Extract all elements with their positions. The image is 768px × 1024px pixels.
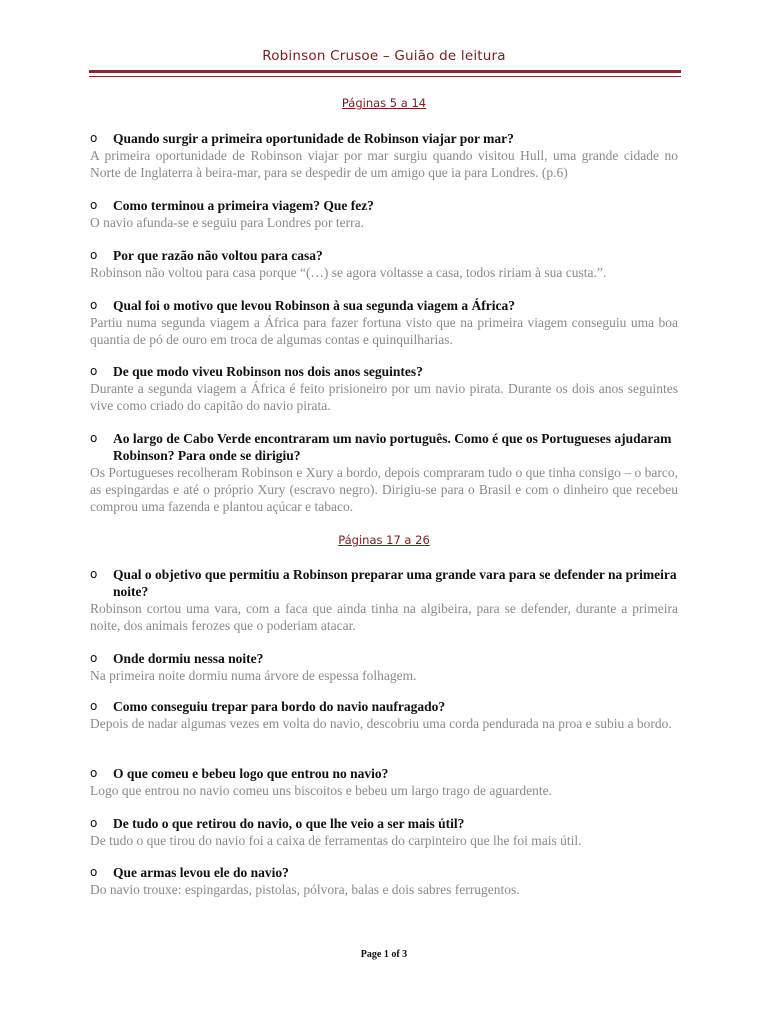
bullet-marker: o (90, 364, 98, 378)
question: o Como terminou a primeira viagem? Que fez? (90, 198, 374, 213)
bullet-marker: o (90, 816, 98, 830)
bullet-marker: o (90, 431, 98, 445)
answer: De tudo o que tirou do navio foi a caixa de ferramentas do carpinteiro que lhe foi mais útil. (90, 833, 582, 848)
bullet-marker: o (90, 131, 98, 145)
question: o Como conseguiu trepar para bordo do navio naufragado? (90, 699, 446, 714)
answer: Robinson cortou uma vara, com a faca que ainda tinha na algibeira, para se defender, durante a primeira noite, dos animais ferozes que o poderiam atacar. (90, 601, 678, 633)
section-title: Páginas 5 a 14 (341, 96, 427, 110)
bullet-marker: o (90, 699, 98, 713)
qa-item (90, 247, 678, 281)
document-header-title: Robinson Crusoe – Guião de leitura (262, 48, 506, 64)
qa-item (90, 650, 678, 684)
qa-item (90, 363, 678, 414)
qa-item (90, 765, 678, 799)
bullet-marker: o (90, 567, 98, 581)
bullet-marker: o (90, 766, 98, 780)
question: o Quando surgir a primeira oportunidade de Robinson viajar por mar? (90, 131, 514, 146)
question: o De que modo viveu Robinson nos dois anos seguintes? (90, 364, 423, 379)
qa-item (90, 864, 678, 898)
answer: Logo que entrou no navio comeu uns biscoitos e bebeu um largo trago de aguardente. (90, 783, 552, 798)
answer: Robinson não voltou para casa porque “(…) se agora voltasse a casa, todos ririam à sua custa.”. (90, 265, 607, 280)
qa-item (90, 197, 678, 231)
qa-item (90, 698, 678, 732)
answer: Depois de nadar algumas vezes em volta do navio, descobriu uma corda pendurada na proa e subiu a bordo. (90, 716, 672, 731)
header-rule-thin (89, 76, 681, 77)
bullet-marker: o (90, 198, 98, 212)
header-rule-thick (89, 70, 681, 73)
question: o De tudo o que retirou do navio, o que lhe veio a ser mais útil? (90, 816, 465, 831)
question: o Ao largo de Cabo Verde encontraram um navio português. Como é que os Portugueses ajudaram Robinson? Para onde se dirigiu? (90, 431, 672, 463)
page-number: Page 1 of 3 (360, 949, 408, 960)
section-title: Páginas 17 a 26 (338, 533, 430, 547)
bullet-marker: o (90, 298, 98, 312)
qa-item (90, 130, 678, 181)
question: o Por que razão não voltou para casa? (90, 248, 323, 263)
answer: A primeira oportunidade de Robinson viajar por mar surgiu quando visitou Hull, uma grande cidade no Norte de Inglaterra à beira-mar, para se despedir de um amigo que ia para Londres. (p.6) (90, 148, 678, 180)
answer: Durante a segunda viagem a África é feito prisioneiro por um navio pirata. Durante os dois anos seguintes vive como criado do capitão do navio pirata. (90, 381, 678, 413)
question: o Qual o objetivo que permitiu a Robinson preparar uma grande vara para se defender na primeira noite? (90, 567, 677, 599)
question: o Qual foi o motivo que levou Robinson à sua segunda viagem a África? (90, 298, 516, 313)
qa-item (90, 430, 678, 515)
question: o O que comeu e bebeu logo que entrou no navio? (90, 766, 389, 781)
bullet-marker: o (90, 865, 98, 879)
answer: Do navio trouxe: espingardas, pistolas, pólvora, balas e dois sabres ferrugentos. (90, 882, 520, 897)
qa-item (90, 815, 678, 849)
qa-item (90, 297, 678, 348)
answer: O navio afunda-se e seguiu para Londres por terra. (90, 215, 365, 230)
question: o Onde dormiu nessa noite? (90, 651, 264, 666)
bullet-marker: o (90, 651, 98, 665)
answer: Na primeira noite dormiu numa árvore de espessa folhagem. (90, 668, 417, 683)
qa-item (90, 566, 678, 634)
answer: Os Portugueses recolheram Robinson e Xury a bordo, depois compraram tudo o que tinha consigo – o barco, as espingardas e até o próprio Xury (escravo negro). Dirigiu-se para o Brasil e com o dinheiro que recebeu comprou uma fazenda e plantou açúcar e tabaco. (90, 465, 678, 514)
answer: Partiu numa segunda viagem a África para fazer fortuna visto que na primeira viagem conseguiu uma boa quantia de pó de ouro em troca de algumas contas e quinquilharias. (90, 315, 678, 347)
bullet-marker: o (90, 248, 98, 262)
question: o Que armas levou ele do navio? (90, 865, 289, 880)
